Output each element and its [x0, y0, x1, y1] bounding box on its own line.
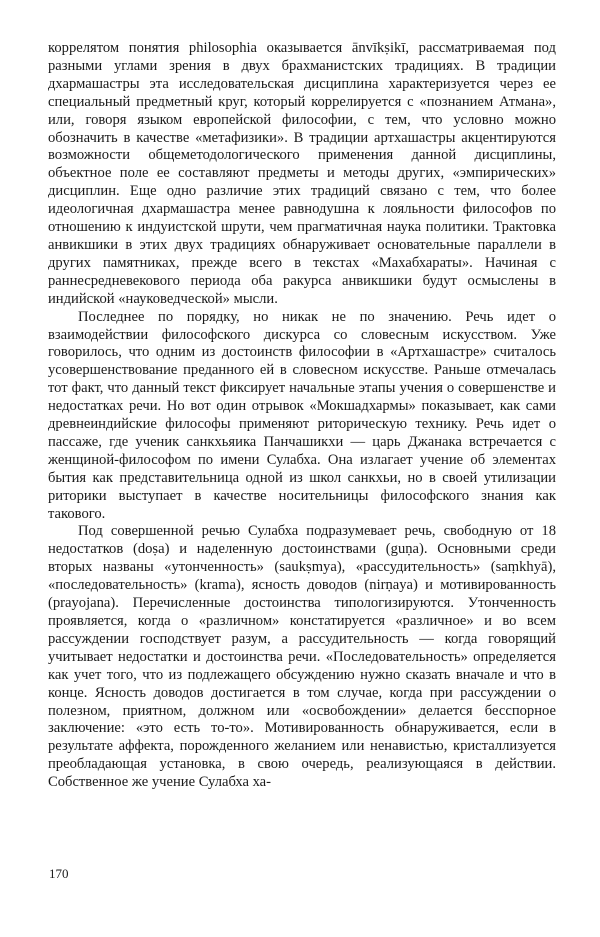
paragraph-3: Под совершенной речью Сулабха подразумевает речь, свободную от 18 недостатков (doṣa) и наделенную достоинствами (guṇa). Основными среди вторых названы «утонченность» (saukṣmya), «рассудительность» (saṃkhyā), «последовательность» (krama), ясность доводов (nirṇaya) и мотивированность (prayojana). Перечисленные достоинства типологизируются. Утонченность проявляется, когда о «различном» констатируется «различное» и во всем рассуждении господствует разум, а рассудительность — когда говорящий учитывает недостатки и достоинства речи. «Последовательность» определяется как учет того, что из подлежащего обсуждению нужно сказать вначале и что в конце. Ясность доводов достигается в том случае, когда при рассуждении о полезном, приятном, должном или «освобождении» делается бесспорное заключение: «это есть то-то». Мотивированность обнаруживается, если в результате аффекта, порожденного желанием или ненавистью, кристаллизуется преобладающая установка, в свою очередь, реализующаяся в действии. Собственное же учение Сулабха ха-	[48, 523, 556, 791]
body-text	[48, 40, 556, 792]
paragraph-2: Последнее по порядку, но никак не по значению. Речь идет о взаимодействии философского дискурса со словесным искусством. Уже говорилось, что одним из достоинств философии в «Артхашастре» считалось усовершенствование преданного ей в словесном искусстве. Раньше отмечалась тот факт, что данный текст фиксирует начальные этапы учения о совершенстве и недостатках речи. Но вот один отрывок «Мокшадхармы» показывает, как сами древнеиндийские философы применяют риторическую технику. Речь идет о пассаже, где ученик санкхьяика Панчашикхи — царь Джанака встречается с женщиной-философом по имени Сулабха. Она излагает учение об элементах бытия как представительница одной из школ санкхьи, но в своей утилизации риторики выступает в качестве носительницы философского знания как такового.	[48, 308, 556, 522]
page-number: 170	[49, 866, 69, 881]
paragraph-1: коррелятом понятия philosophia оказывается ānvīkṣikī, рассматриваемая под разными углами зрения в двух брахманистских традициях. В традиции дхармашастры эта исследовательская дисциплина характеризуется через ее специальный предметный круг, который коррелируется с «познанием Атмана», или, говоря языком европейской философии, с тем, что условно можно обозначить в качестве «метафизики». В традиции артхашастры акцентируются возможности общеметодологического применения данной дисциплины, объектное поле ее составляют предметы и методы других, «эмпирических» дисциплин. Еще одно различие этих традиций связано с тем, что более идеологичная дхармашастра менее равнодушна к лояльности философов по отношению к индуистской шрути, чем прагматичная наука политики. Трактовка анвикшики в этих двух традициях обнаруживает основательные параллели в других памятниках, прежде всего в текстах «Махабхараты». Начиная с раннесредневекового периода оба ракурса анвикшики будут осмыслены в индийской «науковедческой» мысли.	[48, 40, 556, 307]
